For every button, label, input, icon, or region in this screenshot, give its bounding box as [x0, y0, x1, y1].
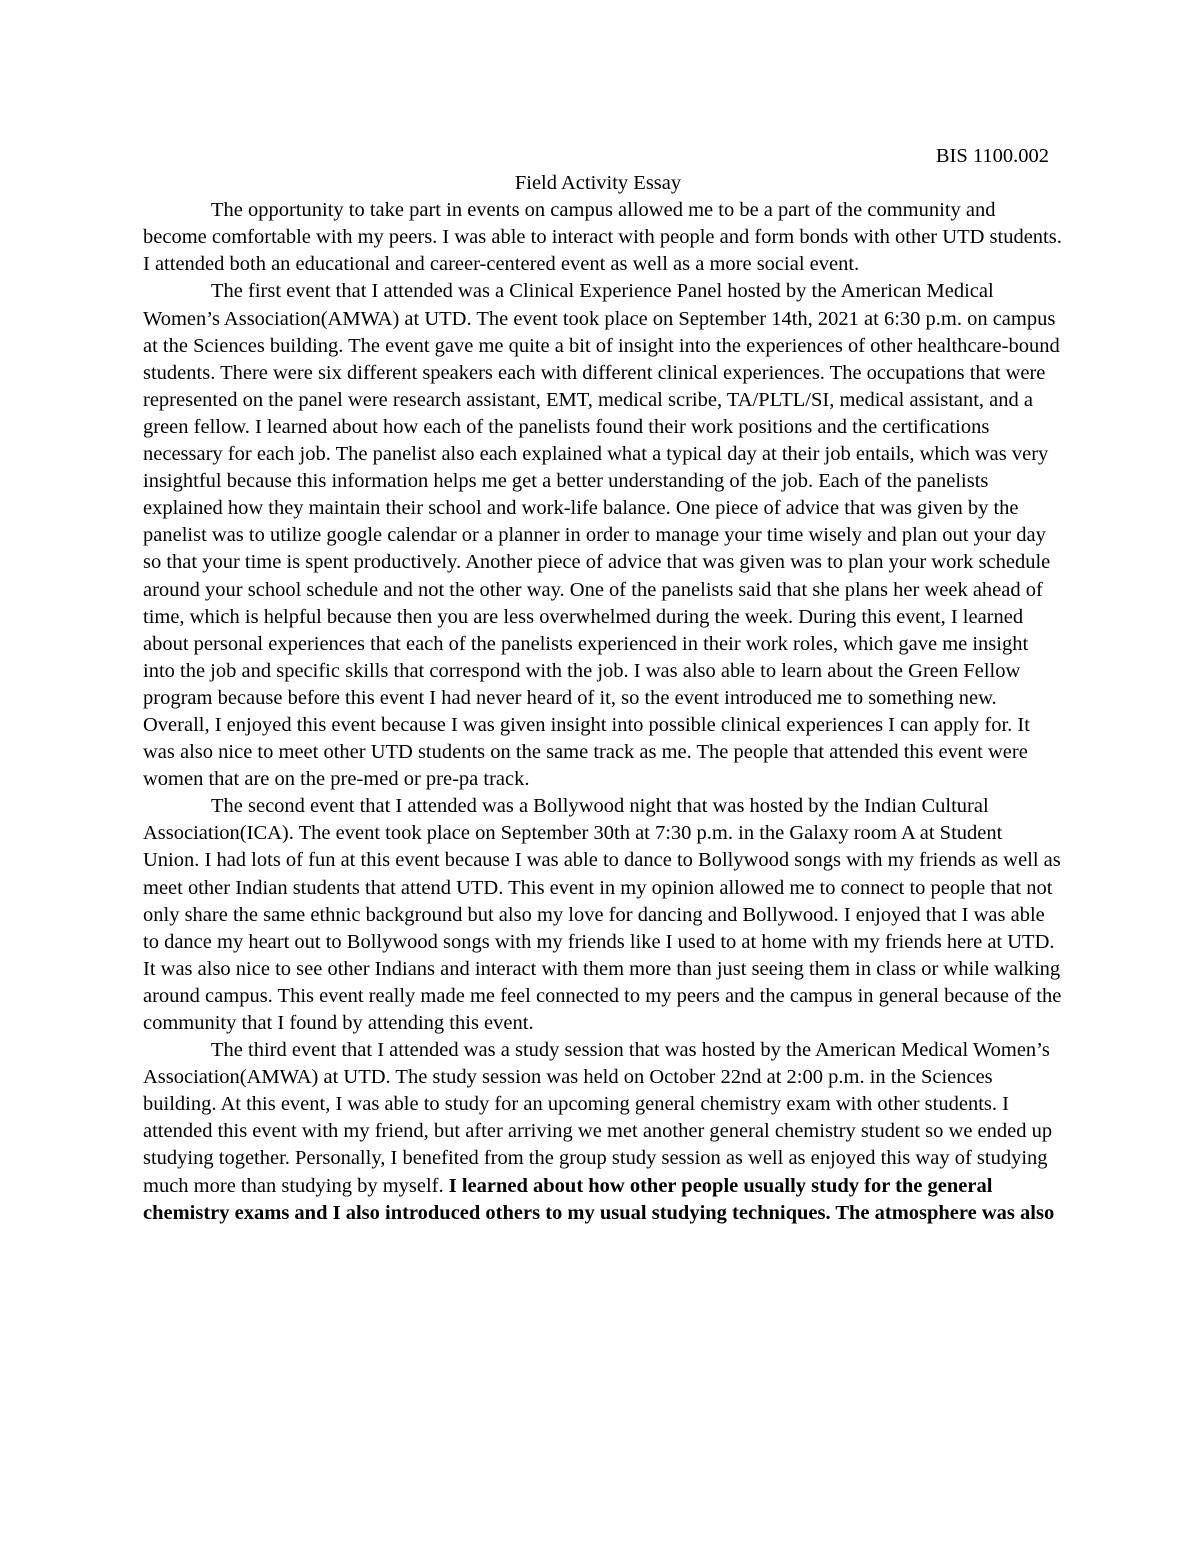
paragraph-second-event: The second event that I attended was a Bollywood night that was hosted by the Indian Cultural Association(ICA). The event took place on September 30th at 7:30 p.m. in the Galaxy room A at Student Union. I had lots of fun at this event because I was able to dance to Bollywood songs with my friends as well as meet other Indian students that attend UTD. This event in my opinion allowed me to connect to people that not only share the same ethnic background but also my love for dancing and Bollywood. I enjoyed that I was able to dance my heart out to Bollywood songs with my friends like I used to at home with my friends here at UTD. It was also nice to see other Indians and interact with them more than just seeing them in class or while walking around campus. This event really made me feel connected to my peers and the campus in general because of the community that I found by attending this event. — [143, 795, 1062, 1034]
paragraph-first-event: The first event that I attended was a Clinical Experience Panel hosted by the American Medical Women’s Association(AMWA) at UTD. The event took place on September 14th, 2021 at 6:30 p.m. on campus at the Sciences building. The event gave me quite a bit of insight into the experiences of other healthcare-bound students. There were six different speakers each with different clinical experiences. The occupations that were represented on the panel were research assistant, EMT, medical scribe, TA/PLTL/SI, medical assistant, and a green fellow. I learned about how each of the panelists found their work positions and the certifications necessary for each job. The panelist also each explained what a typical day at their job entails, which was very insightful because this information helps me get a better understanding of the job. Each of the panelists explained how they maintain their school and work-life balance. One piece of advice that was given by the panelist was to utilize google calendar or a planner in order to manage your time wisely and plan out your day so that your time is spent productively. Another piece of advice that was given was to plan your work schedule around your school schedule and not the other way. One of the panelists said that she plans her week ahead of time, which is helpful because then you are less overwhelmed during the week. During this event, I learned about personal experiences that each of the panelists experienced in their work roles, which gave me insight into the job and specific skills that correspond with the job. I was also able to learn about the Green Fellow program because before this event I had never heard of it, so the event introduced me to something new. Overall, I enjoyed this event because I was given insight into possible clinical experiences I can apply for. It was also nice to meet other UTD students on the same track as me. The people that attended this event were women that are on the pre-med or pre-pa track. — [143, 280, 1060, 791]
essay-body — [143, 143, 1063, 1227]
paragraph-intro: The opportunity to take part in events on campus allowed me to be a part of the community and become comfortable with my peers. I was able to interact with people and form bonds with other UTD students. I attended both an educational and career-centered event as well as a more social event. — [143, 199, 1062, 276]
essay-title: Field Activity Essay — [514, 172, 682, 195]
paragraph-third-event-bold-text: I learned about how other people usually study for the general chemistry exams and I also introduced others to my usual studying techniques. The atmosphere was also — [143, 1174, 1055, 1224]
paragraph-third-event — [143, 1037, 1063, 1227]
paragraph-third-event-text: The third event that I attended was a study session that was hosted by the American Medical Women’s Association(AMWA) at UTD. The study session was held on October 22nd at 2:00 p.m. in the Sciences building. At this event, I was able to study for an upcoming general chemistry exam with other students. I attended this event with my friend, but after arriving we met another general chemistry student so we ended up studying together. Personally, I benefited from the group study session as well as enjoyed this way of studying much more than studying by myself. — [143, 1039, 1053, 1197]
course-code: BIS 1100.002 — [935, 145, 1049, 167]
